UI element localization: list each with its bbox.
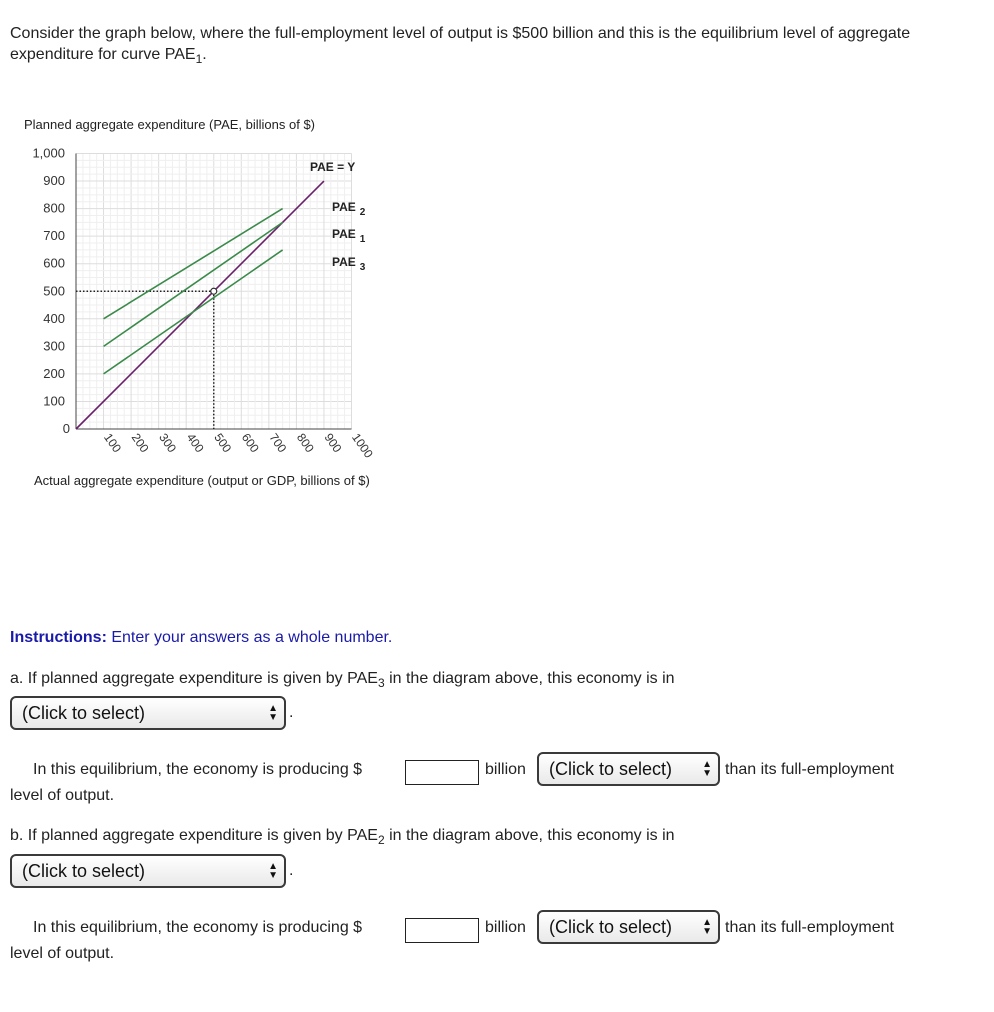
question-b [10,825,675,846]
aggregate-expenditure-chart [0,105,420,505]
intro-text [10,23,970,65]
x-tick-label: 500 [211,430,235,456]
y-tick-label: 0 [62,421,70,436]
question-b-select[interactable] [10,854,286,888]
question-b-output-input[interactable] [405,918,479,943]
question-a-level-text: level of output. [10,787,115,804]
series-label-main: PAE [332,227,356,241]
x-tick-label: 1000 [349,430,376,461]
question-a-suffix: in the diagram above, this economy is in [384,670,675,687]
series-label-main: PAE [332,255,356,269]
question-a-than-text: than its full-employment [725,761,894,778]
y-tick-label: 300 [43,338,65,354]
series-label-main: PAE = Y [310,160,356,174]
question-b-than-text: than its full-employment [725,919,894,936]
y-tick-labels [32,146,70,437]
y-tick-label: 900 [43,173,65,189]
x-tick-label: 600 [238,430,262,456]
y-tick-label: 700 [43,228,65,244]
y-tick-label: 200 [43,365,65,381]
question-a-sub: 3 [377,676,385,690]
equilibrium-point [211,288,217,294]
y-axis-label: Planned aggregate expenditure (PAE, billions of $) [24,117,316,132]
y-tick-label: 400 [43,310,65,326]
x-axis-label: Actual aggregate expenditure (output or GDP, billions of $) [34,473,370,488]
select-arrows-icon: ▲ ▼ [268,861,278,881]
question-b-comparison-label: (Click to select) [549,917,673,937]
question-a-billion-label: billion [485,761,526,778]
question-a-prefix: a. If planned aggregate expenditure is given by PAE [10,670,378,687]
question-b-prefix: b. If planned aggregate expenditure is given by PAE [10,827,378,844]
series-label-main: PAE [332,200,356,214]
y-tick-label: 600 [43,255,65,271]
question-b-suffix: in the diagram above, this economy is in [384,827,675,844]
x-tick-label: 100 [101,430,125,456]
question-a-equilibrium-text: In this equilibrium, the economy is producing $ [33,761,363,778]
select-arrows-icon: ▲ ▼ [702,759,712,779]
instructions-text: Enter your answers as a whole number. [106,629,393,646]
series-label-subscript: 1 [359,234,366,245]
intro-subscript: 1 [195,52,203,66]
question-a-select-label: (Click to select) [22,703,146,723]
x-tick-label: 200 [128,430,152,456]
question-b-billion-label: billion [485,919,526,936]
instructions-label: Instructions: [10,629,107,646]
select-arrows-icon: ▲ ▼ [268,703,278,723]
x-tick-label: 400 [183,430,207,456]
question-a-comparison-label: (Click to select) [549,759,673,779]
y-tick-label: 800 [43,200,65,216]
y-tick-label: 1,000 [32,145,65,161]
question-a-comparison-select[interactable] [537,752,720,786]
intro-period: . [202,46,207,63]
question-b-level-text: level of output. [10,945,115,962]
question-b-period: . [289,862,294,879]
question-b-equilibrium-text: In this equilibrium, the economy is producing $ [33,919,363,936]
series-label [310,160,355,174]
instructions [10,627,392,648]
series-label-subscript: 2 [359,207,366,218]
question-b-select-label: (Click to select) [22,861,146,881]
y-tick-label: 500 [43,283,65,299]
question-b-sub: 2 [377,833,385,847]
series-label-subscript: 3 [359,262,366,273]
x-tick-label: 800 [293,430,317,456]
x-tick-label: 900 [321,430,345,456]
question-a-select[interactable] [10,696,286,730]
x-tick-label: 300 [156,430,180,456]
question-a [10,668,675,689]
x-tick-labels [101,431,376,461]
x-tick-label: 700 [266,430,290,456]
intro-body: Consider the graph below, where the full-employment level of output is $500 billion and this is the equilibrium level of aggregate expenditure for curve PAE [10,25,911,63]
y-tick-label: 100 [43,393,65,409]
question-a-output-input[interactable] [405,760,479,785]
series-label [332,227,366,245]
question-b-comparison-select[interactable] [537,910,720,944]
select-arrows-icon: ▲ ▼ [702,917,712,937]
question-a-period: . [289,704,294,721]
